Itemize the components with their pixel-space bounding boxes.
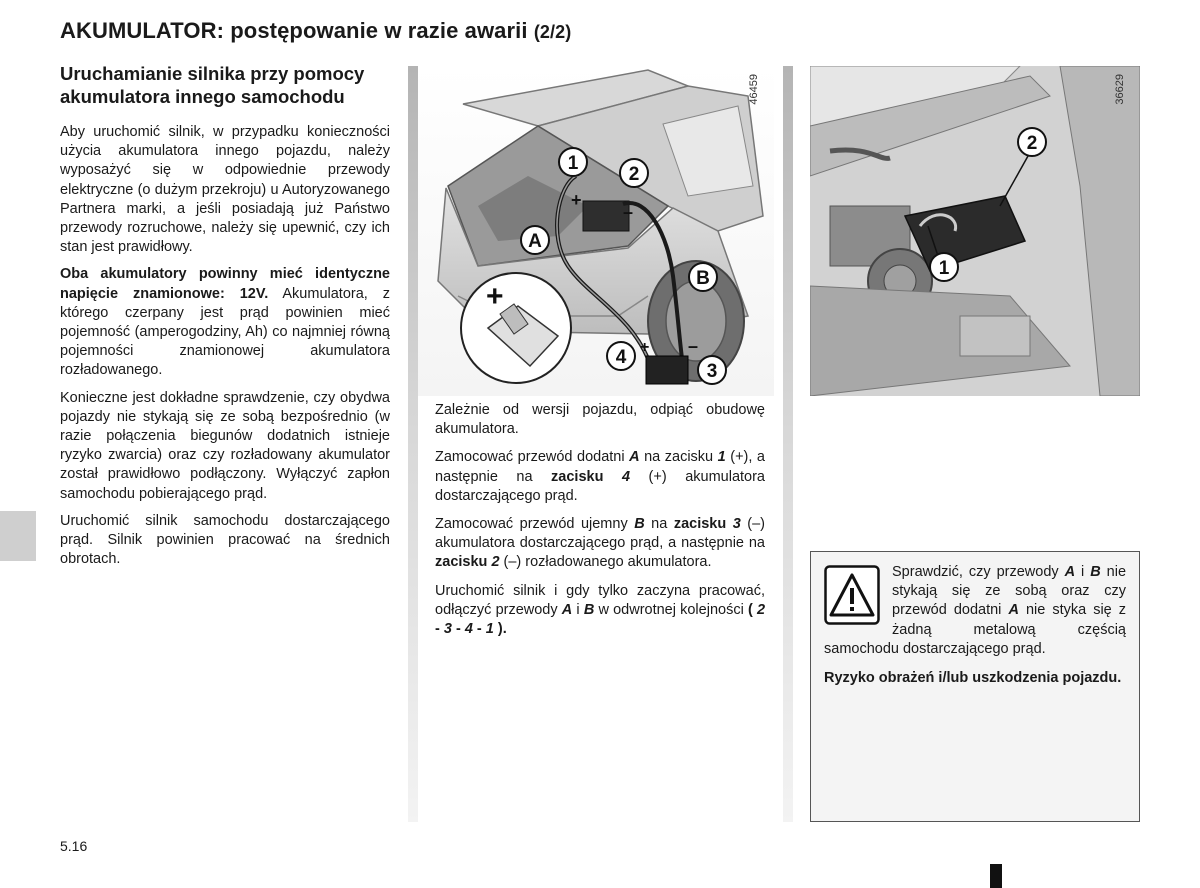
middle-column <box>435 401 765 648</box>
plus-sign-car: + <box>571 190 582 210</box>
svg-text:1: 1 <box>567 153 579 174</box>
figure-code-left: 46459 <box>748 74 760 105</box>
figure-jump-start <box>418 66 774 396</box>
plus-sign-donor: + <box>640 339 650 356</box>
svg-text:1: 1 <box>938 258 950 279</box>
paragraph-positive-cable: Zamocować przewód dodatni A na zacisku 1 (+), a następnie na zacisku 4 (+) akumulatora dostarczającego prąd. <box>435 449 765 504</box>
warning-risk: Ryzyko obrażeń i/lub uszkodzenia pojazdu. <box>824 670 1122 687</box>
jump-start-illustration <box>418 66 774 396</box>
callout-a <box>521 226 549 254</box>
section-marker <box>990 864 1002 888</box>
paragraph-start-donor: Uruchomić silnik samochodu dostarczającego prąd. Silnik powinien pracować na średnich obrotach. <box>60 512 390 568</box>
callout-4 <box>607 342 635 370</box>
warning-box <box>810 551 1140 822</box>
plus-sign-inset: + <box>486 280 504 313</box>
warning-text: Sprawdzić, czy przewody A i B nie stykają się ze sobą oraz czy przewód dodatni A nie styka się z żadną metalową częścią samochodu dostarczającego prąd. <box>824 564 1127 657</box>
callout-b <box>689 263 717 291</box>
page-number: 5.16 <box>60 838 88 854</box>
section-heading: Uruchamianie silnika przy pomocy akumulatora innego samochodu <box>60 63 365 107</box>
left-column-text <box>60 123 390 569</box>
warning-triangle-icon <box>824 565 880 625</box>
voltage-requirement: Oba akumulatory powinny mieć identyczne napięcie znamionowe: 12V. <box>60 266 390 302</box>
svg-text:2: 2 <box>1026 133 1038 154</box>
svg-text:B: B <box>696 268 710 289</box>
callout-2 <box>620 159 648 187</box>
paragraph-remove-cover: Zależnie od wersji pojazdu, odpiąć obudowę akumulatora. <box>435 402 765 438</box>
svg-text:A: A <box>528 231 542 252</box>
battery-location-illustration <box>810 66 1140 396</box>
svg-text:2: 2 <box>628 164 640 185</box>
figure-battery-location <box>810 66 1140 396</box>
column-divider-left <box>408 66 418 822</box>
left-column <box>60 62 390 577</box>
callout-right-1 <box>930 253 958 281</box>
callout-right-2 <box>1018 128 1046 156</box>
paragraph-intro: Aby uruchomić silnik, w przypadku konieczności użycia akumulatora innego pojazdu, należy wyposażyć się w odpowiednie przewody elektryczne (o dużym przekroju) u Autoryzowanego Partnera marki, a jeśli posiadają już Państwo przewody rozruchowe, należy się upewnić, czy ich stan jest prawidłowy. <box>60 124 390 256</box>
column-divider-right <box>783 66 793 822</box>
svg-text:4: 4 <box>615 347 627 368</box>
page-title <box>60 18 571 44</box>
svg-text:3: 3 <box>706 361 718 382</box>
section-tab <box>0 511 36 561</box>
figure-code-right: 36629 <box>1114 74 1126 105</box>
page-title-part: (2/2) <box>533 22 572 42</box>
paragraph-negative-cable: Zamocować przewód ujemny B na zacisku 3 (–) akumulatora dostarczającego prąd, a następnie na zacisku 2 (–) rozładowanego akumulatora. <box>435 516 766 571</box>
paragraph-voltage: Oba akumulatory powinny mieć identyczne napięcie znamionowe: 12V. Akumulatora, z którego czerpany jest prąd powinien mieć pojemność (amperogodziny, Ah) co najmniej równą pojemności znamionowej akumulatora rozładowanego. <box>60 266 391 379</box>
callout-3 <box>698 356 726 384</box>
minus-sign-donor: – <box>688 336 699 356</box>
page-title-main: AKUMULATOR: postępowanie w razie awarii <box>60 18 528 43</box>
paragraph-disconnect: Uruchomić silnik i gdy tylko zaczyna pracować, odłączyć przewody A i B w odwrotnej kolejności ( 2 - 3 - 4 - 1 ). <box>435 582 766 638</box>
callout-1 <box>559 148 587 176</box>
paragraph-check: Konieczne jest dokładne sprawdzenie, czy obydwa pojazdy nie stykają się ze sobą bezpośrednio (w razie połączenia biegunów dodatnich istnieje ryzyko zwarcia) oraz czy rozładowany akumulator został prawidłowo podłączony. Wyłączyć zapłon samochodu pobierającego prąd. <box>60 389 390 502</box>
minus-sign-car: – <box>623 202 634 222</box>
